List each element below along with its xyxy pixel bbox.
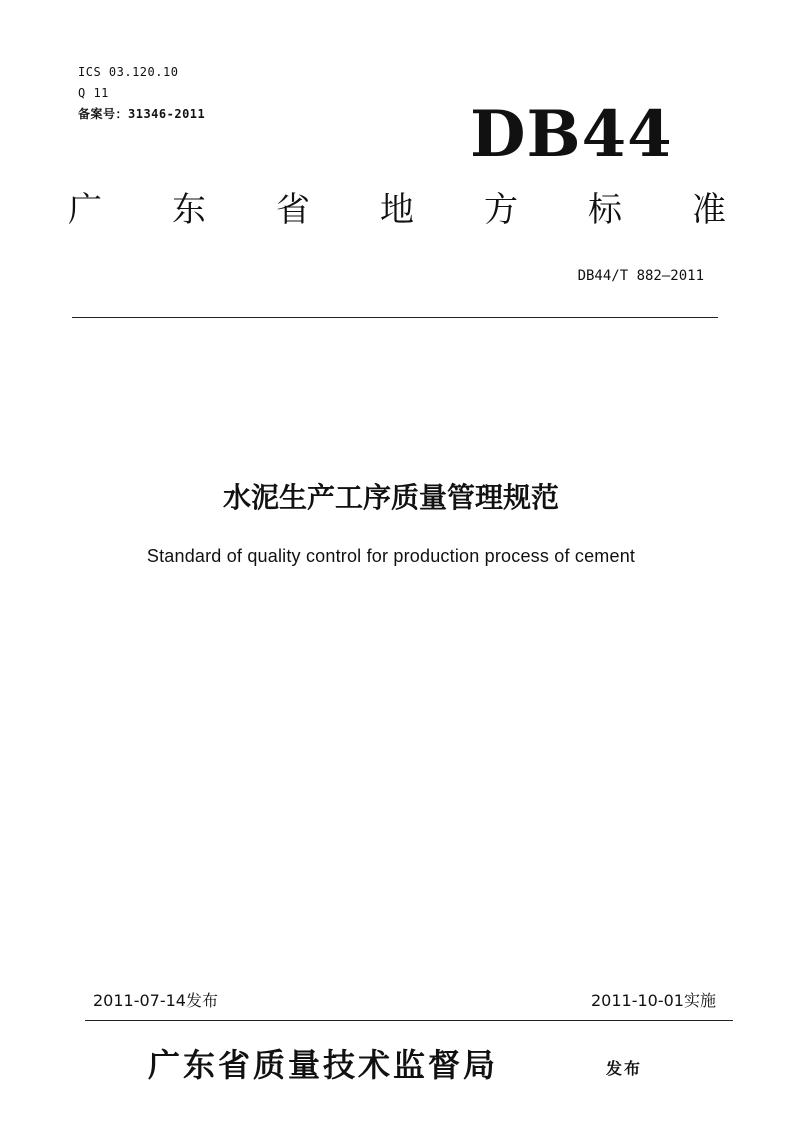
record-number: 备案号：31346-2011 xyxy=(78,107,206,121)
category-char: 标 xyxy=(588,190,622,230)
publish-date: 2011-07-14发布 xyxy=(93,991,218,1010)
category-char: 准 xyxy=(692,190,726,230)
category-char: 方 xyxy=(484,190,518,230)
effective-date: 2011-10-01实施 xyxy=(591,991,716,1010)
standard-category xyxy=(68,188,726,232)
standard-logo: DB44 xyxy=(470,97,673,172)
category-char: 省 xyxy=(276,190,310,230)
ics-code: ICS 03.120.10 xyxy=(78,65,179,79)
category-char: 东 xyxy=(172,190,206,230)
top-divider xyxy=(72,317,718,318)
issuer-action: 发布 xyxy=(606,1059,643,1078)
classification-code: Q 11 xyxy=(78,86,109,100)
category-char: 地 xyxy=(380,190,414,230)
title-chinese: 水泥生产工序质量管理规范 xyxy=(222,481,559,514)
bottom-divider xyxy=(85,1020,733,1021)
issuer-name: 广东省质量技术监督局 xyxy=(148,1046,499,1084)
title-english: Standard of quality control for production process of cement xyxy=(146,546,636,566)
category-char: 广 xyxy=(68,190,102,230)
standard-number: DB44/T 882—2011 xyxy=(577,268,704,284)
